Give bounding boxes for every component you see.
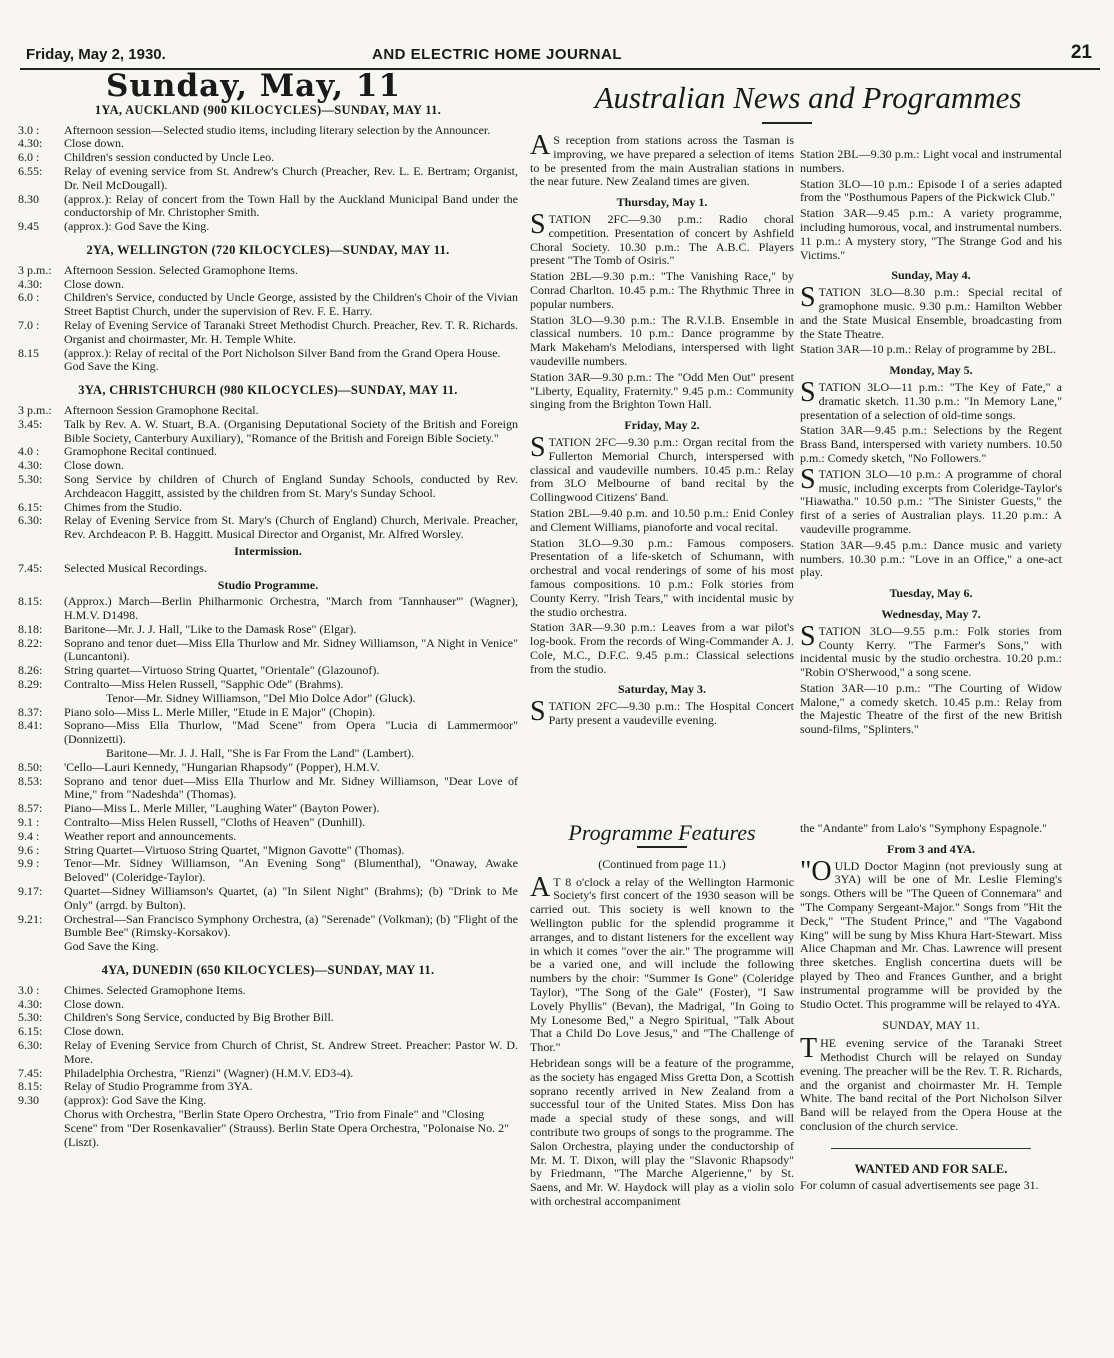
item-time: 4.30:	[18, 276, 43, 291]
programme-paragraph: Station 2BL—9.30 p.m.: "The Vanishing Race," by Conrad Charlton. 10.45 p.m.: The Rhythmic Three in popular numbers.	[530, 269, 794, 311]
programme-item	[18, 913, 518, 941]
item-text: (approx.): God Save the King.	[64, 219, 210, 234]
programme-item	[18, 1011, 518, 1025]
god-save-the-king: God Save the King.	[64, 359, 159, 374]
item-time: 4.30:	[18, 136, 43, 151]
intermission-label: Intermission.	[234, 543, 302, 558]
item-time: 3 p.m.:	[18, 262, 52, 277]
item-text: Philadelphia Orchestra, "Rienzi" (Wagner) (H.M.V. ED3-4).	[64, 1065, 354, 1080]
continuation-line: Baritone—Mr. J. J. Hall, "She is Far From the Land" (Lambert).	[106, 746, 415, 761]
item-time: 3 p.m.:	[18, 402, 52, 417]
item-text: Contralto—Miss Helen Russell, "Sapphic Ode" (Brahms).	[64, 677, 344, 692]
item-time: 8.53:	[18, 773, 43, 788]
station-heading: 4YA, DUNEDIN (650 KILOCYCLES)—SUNDAY, MAY 11.	[101, 963, 435, 978]
programme-paragraph: STATION 2FC—9.30 p.m.: The Hospital Concert Party present a vaudeville evening.	[530, 696, 794, 728]
item-text: Contralto—Miss Helen Russell, "Cloths of Heaven" (Dunhill).	[64, 815, 366, 830]
item-time: 6.0 :	[18, 290, 40, 305]
programme-item	[18, 844, 518, 858]
day-thursday: Thursday, May 1.	[616, 195, 708, 210]
programme-paragraph: STATION 3LO—8.30 p.m.: Special recital of gramophone music. 9.30 p.m.: Hamilton Webber and the State Musical Ensemble, broadcasting from the State Theatre.	[800, 282, 1062, 341]
sunday-programmes-column	[18, 68, 518, 1149]
programme-item	[18, 761, 518, 775]
item-time: 7.0 :	[18, 317, 40, 332]
programme-paragraph: Station 3AR—9.30 p.m.: Leaves from a war pilot's log-book. From the records of Wing-Commander A. J. Cole, M.C., D.F.C. 9.45 p.m.: Classical selections from the studio.	[530, 620, 794, 676]
day-saturday: Saturday, May 3.	[617, 682, 706, 697]
item-text: Weather report and announcements.	[64, 828, 237, 843]
programme-item	[18, 1025, 518, 1039]
programme-item	[18, 623, 518, 637]
item-text: 'Cello—Lauri Kennedy, "Hungarian Rhapsody" (Popper), H.M.V.	[64, 759, 380, 774]
programme-paragraph: Hebridean songs will be a feature of the programme, as the society has engaged Miss Gretta Don, a Scottish soprano recently arrived in New Zealand from a successful tour of the United States. Miss Don has made a special study of these songs, and will contribute two groups of songs to the programme. The Salon Orchestra, playing under the conductorship of Mr. M. T. Dixon, will play the "Slavonic Rhapsody" by Friedmann, "The Marche Algerienne," by St. Saens, and Mr. W. Haydock will play as a violin solo with orchestral accompaniment	[530, 1055, 794, 1208]
programme-item	[18, 1080, 518, 1094]
programme-item	[18, 473, 518, 501]
programme-item	[18, 637, 518, 665]
programme-paragraph: Station 3LO—9.30 p.m.: Famous composers. Presentation of a life-sketch of Schumann, with orchestral and vocal renderings of some of his most famous compositions. 10 p.m.: Folk stories from County Kerry. "Irish Tears," with incidental music by the studio orchestra.	[530, 535, 794, 619]
item-text: Tenor—Mr. Sidney Williamson, "An Evening Song" (Blumenthal), "Onaway, Awake Beloved" (Coleridge-Taylor).	[64, 856, 518, 885]
item-time: 5.30:	[18, 1010, 43, 1025]
item-time: 8.57:	[18, 801, 43, 816]
item-text: Close down.	[64, 458, 124, 473]
programme-item	[18, 857, 518, 885]
item-time: 3.0 :	[18, 122, 40, 137]
item-text: Afternoon Session Gramophone Recital.	[64, 402, 259, 417]
item-time: 9.1 :	[18, 815, 40, 830]
programme-paragraph: Station 3AR—9.45 p.m.: Dance music and variety numbers. 10.30 p.m.: "Love in an Office," a one-act play.	[800, 537, 1062, 580]
station-section	[18, 104, 518, 234]
station-heading: 3YA, CHRISTCHURCH (980 KILOCYCLES)—SUNDAY, MAY 11.	[78, 383, 458, 398]
features-title: Programme Features	[568, 820, 756, 845]
day-sunday: Sunday, May 4.	[891, 268, 971, 283]
programme-item	[18, 264, 518, 278]
item-time: 8.41:	[18, 718, 43, 733]
item-text: Relay of Evening Service of Taranaki Street Methodist Church. Preacher, Rev. T. R. Richards. Organist and choirmaster, Mr. H. Temple White.	[64, 317, 518, 346]
item-text: (approx): God Save the King.	[64, 1093, 207, 1108]
item-time: 7.45:	[18, 1065, 43, 1080]
item-time: 3.0 :	[18, 982, 40, 997]
programme-paragraph: STATION 2FC—9.30 p.m.: Radio choral competition. Presentation of concert by Ashfield Choral Society. 10.30 p.m.: The A.B.C. Players present "The Tomb of Osiris."	[530, 208, 794, 268]
programme-paragraph: Station 2BL—9.40 p.m. and 10.50 p.m.: Enid Conley and Clement Williams, pianoforte and vocal recital.	[530, 505, 794, 534]
item-time: 8.30	[18, 191, 39, 206]
programme-paragraph: Station 3AR—10 p.m.: "The Courting of Widow Malone," a comedy sketch. 10.45 p.m.: Relay from the Majestic Theatre of the first of the new British sound-films, "Splinters."	[800, 680, 1062, 737]
item-text: Relay of evening service from St. Andrew's Church (Preacher, Rev. L. E. Bertram; Organist, Dr. Neil McDougall).	[64, 163, 518, 192]
item-time: 9.30	[18, 1093, 39, 1108]
header-date: Friday, May 2, 1930.	[26, 46, 166, 63]
item-text: (approx.): Relay of recital of the Port Nicholson Silver Band from the Grand Opera House.	[64, 345, 501, 360]
page-header	[20, 8, 1100, 64]
programme-paragraph: STATION 3LO—9.55 p.m.: Folk stories from County Kerry. "The Farmer's Sons," with incidental music by the studio orchestra. 10.20 p.m.: "Robin O'Sherwood," a song scene.	[800, 620, 1062, 680]
continuation-line: Tenor—Mr. Sidney Williamson, "Del Mio Dolce Ador" (Gluck).	[106, 690, 416, 705]
programme-item	[18, 664, 518, 678]
programme-item	[18, 1067, 518, 1081]
features-column-2	[800, 822, 1062, 1194]
sunday-title: Sunday, May, 11	[106, 68, 402, 104]
item-time: 9.17:	[18, 884, 43, 899]
item-time: 8.15:	[18, 1079, 43, 1094]
programme-item	[18, 885, 518, 913]
programme-item	[18, 220, 518, 234]
programme-item	[18, 706, 518, 720]
programme-item	[18, 595, 518, 623]
item-text: Children's Song Service, conducted by Big Brother Bill.	[64, 1010, 334, 1025]
day-friday: Friday, May 2.	[624, 418, 700, 433]
programme-item	[18, 802, 518, 816]
item-text: String quartet—Virtuoso String Quartet, "Orientale" (Glazounof).	[64, 663, 380, 678]
programme-item	[18, 165, 518, 193]
item-time: 8.29:	[18, 677, 43, 692]
item-time: 4.0 :	[18, 444, 40, 459]
item-time: 9.9 :	[18, 856, 40, 871]
item-text: Selected Musical Recordings.	[64, 560, 207, 575]
item-text: Quartet—Sidney Williamson's Quartet, (a) "In Silent Night" (Brahms); (b) "Drink to Me Only" (arrgd. by Bulton).	[64, 884, 518, 912]
programme-paragraph: Station 2BL—9.30 p.m.: Light vocal and instrumental numbers.	[800, 147, 1062, 175]
programme-item	[18, 278, 518, 292]
item-time: 8.22:	[18, 635, 43, 650]
item-time: 9.6 :	[18, 842, 40, 857]
item-text: (approx.): Relay of concert from the Town Hall by the Auckland Municipal Band under the conductorship of Mr. Christopher Smith.	[64, 191, 518, 220]
programme-item	[18, 562, 518, 576]
studio-programme-label: Studio Programme.	[217, 577, 319, 592]
wanted-heading: WANTED AND FOR SALE.	[854, 1161, 1008, 1176]
item-text: Relay of Evening Service from Church of Christ, St. Andrew Street. Preacher: Pastor W. D. More.	[64, 1038, 518, 1066]
programme-paragraph: STATION 3LO—10 p.m.: A programme of choral music, including excerpts from Coleridge-Taylor's "Hiawatha." 10.50 p.m.: "The Sinister Guests," the first of a series of Australian plays. 11.20 p.m.: A vaudeville programme.	[800, 463, 1062, 536]
item-text: Baritone—Mr. J. J. Hall, "Like to the Damask Rose" (Elgar).	[64, 621, 357, 636]
item-text: Close down.	[64, 136, 124, 151]
continuation-line: Chorus with Orchestra, "Berlin State Opero Orchestra, "Trio from Finale" and "Closing Scene" from "Der Rosenkavalier" (Strauss). Berlin State Opera Orchestra, "Polonaise No. 2" (Liszt).	[64, 1106, 510, 1149]
station-heading: 2YA, WELLINGTON (720 KILOCYCLES)—SUNDAY, MAY 11.	[86, 242, 450, 257]
station-section	[18, 244, 518, 374]
programme-item	[18, 137, 518, 151]
programme-item	[18, 984, 518, 998]
item-text: Soprano—Miss Ella Thurlow, "Mad Scene" from Opera "Lucia di Lammermoor" (Donnizetti).	[64, 718, 518, 747]
features-column-1	[530, 820, 794, 1211]
programme-item	[18, 775, 518, 803]
item-text: Song Service by children of Church of England Sunday Schools, conducted by Rev. Archdeacon Haggitt, assisted by the children from St. Mary's Sunday School.	[64, 471, 518, 500]
item-time: 4.30:	[18, 996, 43, 1011]
programme-item	[18, 418, 518, 446]
programme-item	[18, 678, 518, 692]
item-time: 9.21:	[18, 911, 43, 926]
divider	[831, 1148, 1031, 1149]
item-time: 5.30:	[18, 471, 43, 486]
programme-item	[18, 319, 518, 347]
programme-item	[18, 1094, 518, 1108]
journal-title: AND ELECTRIC HOME JOURNAL	[372, 46, 623, 63]
wanted-paragraph: For column of casual advertisements see page 31.	[800, 1177, 1039, 1192]
item-time: 6.55:	[18, 163, 43, 178]
programme-item	[18, 998, 518, 1012]
programme-item	[18, 347, 518, 361]
australian-column-1	[530, 128, 794, 730]
item-time: 6.0 :	[18, 150, 40, 165]
programme-item	[18, 501, 518, 515]
programme-item	[18, 514, 518, 542]
item-text: Close down.	[64, 1024, 124, 1039]
programme-item	[18, 404, 518, 418]
from-3-and-4ya: From 3 and 4YA.	[886, 841, 975, 856]
programme-paragraph: Station 3AR—9.45 p.m.: Selections by the Regent Brass Band, interspersed with variety numbers. 10.50 p.m.: Comedy sketch, "No Followers."	[800, 423, 1062, 465]
programme-item	[18, 124, 518, 138]
item-text: (Approx.) March—Berlin Philharmonic Orchestra, "March from 'Tannhauser'" (Wagner), H.M.V. D1498.	[64, 594, 518, 623]
programme-item	[18, 445, 518, 459]
item-time: 7.45:	[18, 560, 43, 575]
sunday-paragraph: THE evening service of the Taranaki Street Methodist Church will be relayed on Sunday evening. The preacher will be the Rev. T. R. Richards, and the organist and choirmaster Mr. H. Temple White. The band recital of the Port Nicholson Silver Band will be relayed from the Opera House at the conclusion of the church service.	[800, 1033, 1062, 1133]
programme-item	[18, 719, 518, 747]
programme-paragraph: AT 8 o'clock a relay of the Wellington Harmonic Society's first concert of the 1930 season will be carried out. This society is well known to the Wellington public for the splendid programme it arranges, and to distant listeners for the excellent way in which it comes "over the air." The programme will be a varied one, and will include the following numbers by the choir: "Summer Is Gone" (Coleridge Taylor), "The Song of the Gale" (Foster), "I Saw Lovely Phyllis" (Bevan), the Madrigal, "In Going to My Lonesome Bed," a Negro Spiritual, "Talk About That a Child Do Love Jesus," and "The Challenge of Thor."	[530, 871, 794, 1055]
item-time: 6.15:	[18, 499, 43, 514]
programme-paragraph: STATION 2FC—9.30 p.m.: Organ recital from the Fullerton Memorial Church, interspersed with classical and vaudeville numbers. 10.45 p.m.: Relay from 3LO Melbourne of band recital by the Collingwood Citizens' Band.	[530, 431, 794, 505]
page-number: 21	[1070, 42, 1092, 63]
item-time: 9.4 :	[18, 828, 40, 843]
item-text: Relay of Studio Programme from 3YA.	[64, 1079, 253, 1094]
programme-item	[18, 193, 518, 221]
item-text: Chimes from the Studio.	[64, 499, 182, 514]
item-time: 3.45:	[18, 416, 43, 431]
item-text: Soprano and tenor duet—Miss Ella Thurlow and Mr. Sidney Williamson, "A Night in Venice" (Luncantoni).	[64, 635, 518, 664]
item-time: 6.15:	[18, 1024, 43, 1039]
programme-paragraph: Station 3AR—9.30 p.m.: The "Odd Men Out" present "Liberty, Equality, Fraternity." 9.45 p.m.: Community singing from the Brighton Town Hall.	[530, 369, 794, 412]
programme-paragraph: Station 3LO—9.30 p.m.: The R.V.I.B. Ensemble in classical numbers. 10 p.m.: Dance programme by Mark Makeham's Melodians, interspersed with light vaudeville numbers.	[530, 312, 794, 368]
item-text: Afternoon Session. Selected Gramophone Items.	[64, 262, 298, 277]
item-text: Gramophone Recital continued.	[64, 444, 217, 459]
item-time: 8.37:	[18, 704, 43, 719]
day-tuesday: Tuesday, May 6.	[889, 586, 973, 601]
title-dash	[762, 122, 812, 124]
station-section	[18, 384, 518, 954]
programme-paragraph: Station 3LO—10 p.m.: Episode I of a series adapted from the "Posthumous Papers of the Pickwick Club."	[800, 176, 1062, 205]
australian-column-2	[800, 148, 1062, 739]
day-monday: Monday, May 5.	[889, 363, 973, 378]
item-time: 6.30:	[18, 513, 43, 528]
item-time: 8.26:	[18, 663, 43, 678]
programme-item	[18, 151, 518, 165]
programme-item	[18, 1039, 518, 1067]
item-time: 8.18:	[18, 621, 43, 636]
programme-item	[18, 459, 518, 473]
programme-item	[18, 291, 518, 319]
features-dash	[637, 846, 687, 848]
item-time: 8.15	[18, 345, 39, 360]
australian-intro: AS reception from stations across the Tasman is improving, we have prepared a selection of items to be presented from the main Australian stations in the near future. New Zealand times are given.	[530, 130, 794, 189]
sunday-may-11: SUNDAY, MAY 11.	[882, 1018, 980, 1033]
item-text: String Quartet—Virtuoso String Quartet, "Mignon Gavotte" (Thomas).	[64, 842, 405, 857]
programme-item	[18, 830, 518, 844]
item-text: Chimes. Selected Gramophone Items.	[64, 982, 246, 997]
item-text: Afternoon session—Selected studio items, including literary selection by the Announcer.	[64, 122, 491, 137]
item-time: 9.45	[18, 219, 39, 234]
item-text: Piano solo—Miss L. Merle Miller, "Etude in E Major" (Chopin).	[64, 704, 376, 719]
item-text: Children's session conducted by Uncle Leo.	[64, 150, 275, 165]
item-text: Soprano and tenor duet—Miss Ella Thurlow and Mr. Sidney Williamson, "Dear Love of Mine," from "Nadeshda" (Thomas).	[64, 773, 518, 802]
continued-note: (Continued from page 11.)	[598, 856, 726, 871]
programme-paragraph: STATION 3LO—11 p.m.: "The Key of Fate," a dramatic sketch. 11.30 p.m.: "In Memory Lane," presentation of a selection of old-time songs.	[800, 376, 1062, 422]
day-wednesday: Wednesday, May 7.	[881, 606, 981, 621]
station-section	[18, 964, 518, 1149]
item-time: 8.15:	[18, 594, 43, 609]
australian-title: Australian News and Programmes	[594, 80, 1022, 115]
item-time: 4.30:	[18, 458, 43, 473]
programme-paragraph: Station 3AR—10 p.m.: Relay of programme by 2BL.	[800, 342, 1056, 357]
item-text: Children's Service, conducted by Uncle George, assisted by the Children's Choir of the Vivian Street Baptist Church, under the supervision of Rev. F. E. Harry.	[64, 290, 518, 319]
item-text: Relay of Evening Service from St. Mary's (Church of England) Church, Merivale. Preacher, Rev. Archdeacon P. B. Haggitt. Musical Director and Organist, Mr. Alfred Worsley.	[64, 513, 518, 542]
programme-item	[18, 816, 518, 830]
item-text: Orchestral—San Francisco Symphony Orchestra, (a) "Serenade" (Volkman); (b) "Flight of the Bumble Bee" (Rimsky-Korsakov).	[64, 911, 518, 940]
item-text: Piano—Miss L. Merle Miller, "Laughing Water" (Bayton Power).	[64, 801, 380, 816]
item-time: 8.50:	[18, 759, 43, 774]
from3-paragraph: "OULD Doctor Maginn (not previously sung at 3YA) will be one of Mr. Leslie Fleming's songs. Others will be "The Queen of Connemara" and "The Company Sergeant-Major." Songs from "Hit the Deck," "The Student Prince," and "The Vagabond King" will be sung by Miss Khura Hart-Stewart. Miss Alice Chapman and Mr. Chas. Lawrence will present three sketches. English concertina duets will be played by Theo and Frances Gunther, and a bright instrumental programme will be provided by the Studio Octet. This programme will be relayed to 4YA.	[800, 855, 1062, 1011]
item-text: Talk by Rev. A. W. Stuart, B.A. (Organising Deputational Society of the British and Foreign Bible Society, Canterbury Auxiliary), "Romance of the British and Foreign Bible Society."	[64, 416, 518, 445]
programme-paragraph: Station 3AR—9.45 p.m.: A variety programme, including humorous, vocal, and instrumental numbers. 11 p.m.: A mystery story, "The Strange God and his Victims."	[800, 206, 1062, 262]
station-heading: 1YA, AUCKLAND (900 KILOCYCLES)—SUNDAY, MAY 11.	[94, 102, 442, 117]
item-text: Close down.	[64, 276, 124, 291]
item-text: Close down.	[64, 996, 124, 1011]
god-save-the-king: God Save the King.	[64, 939, 159, 954]
features-right-lead: the "Andante" from Lalo's "Symphony Espagnole."	[800, 821, 1048, 835]
item-time: 6.30:	[18, 1038, 43, 1052]
